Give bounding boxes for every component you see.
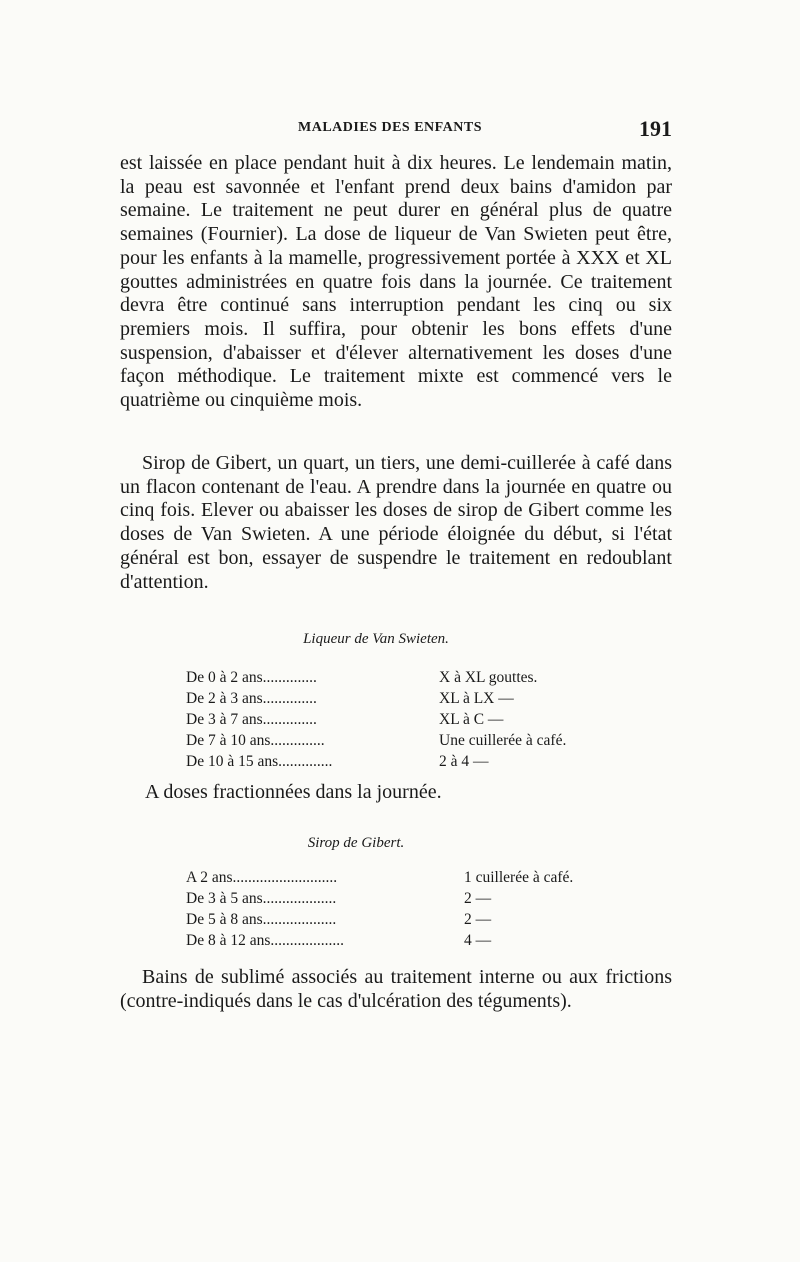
table-row xyxy=(186,667,626,688)
age-range: De 10 à 15 ans.............. xyxy=(186,753,333,770)
age-range: A 2 ans........................... xyxy=(186,869,338,886)
table-row xyxy=(186,709,626,730)
table-row xyxy=(186,688,626,709)
table-row xyxy=(186,751,626,772)
body-text-bottom xyxy=(120,966,672,1013)
body-text-gibert xyxy=(120,452,672,594)
table-title-sirop-gibert: Sirop de Gibert. xyxy=(307,835,405,851)
page-number: 191 xyxy=(639,116,672,141)
dosage-table-sirop-gibert xyxy=(186,867,626,951)
body-text-top xyxy=(120,152,672,413)
table-row xyxy=(186,930,626,951)
age-range: De 5 à 8 ans................... xyxy=(186,911,337,928)
paragraph-treatment: est laissée en place pendant huit à dix heures. Le lendemain matin, la peau est savonnée et l'enfant prend deux bains d'amidon par semaine. Le traitement ne peut durer en général plus de quatre semaines (Fournier). La dose de liqueur de Van Swieten peut être, pour les enfants à la mamelle, progressivement portée à XXX et XL gouttes administrées en quatre fois dans la journée. Ce traitement devra être continué sans interruption pendant les cinq ou six premiers mois. Il suffira, pour obtenir les bons effets d'une suspension, d'abaisser et d'élever alternativement les doses d'une façon méthodique. Le traitement mixte est commencé vers le quatrième ou cinquième mois. xyxy=(120,152,672,412)
age-range: De 0 à 2 ans.............. xyxy=(186,669,317,686)
age-range: De 3 à 7 ans.............. xyxy=(186,711,317,728)
paragraph-sirop-gibert: Sirop de Gibert, un quart, un tiers, une demi-cuillerée à café dans un flacon contenant de l'eau. A prendre dans la journée en quatre ou cinq fois. Elever ou abaisser les doses de sirop de Gibert comme les doses de Van Swieten. A une période éloignée du début, si l'état général est bon, essayer de suspendre le traitement en redoublant d'attention. xyxy=(120,452,672,593)
dosage-table-van-swieten xyxy=(186,667,626,772)
age-range: De 8 à 12 ans................... xyxy=(186,932,344,949)
dose: 2 — xyxy=(464,890,492,907)
dose: XL à LX — xyxy=(439,690,514,707)
table-row xyxy=(186,730,626,751)
table-row xyxy=(186,867,626,888)
dose: 2 à 4 — xyxy=(439,753,489,770)
dose: 2 — xyxy=(464,911,492,928)
dose: 1 cuillerée à café. xyxy=(464,869,574,886)
table-row xyxy=(186,909,626,930)
dose: 4 — xyxy=(464,932,492,949)
dosing-note: A doses fractionnées dans la journée. xyxy=(145,781,442,803)
running-title: MALADIES DES ENFANTS xyxy=(298,120,482,135)
dose: XL à C — xyxy=(439,711,504,728)
page-header xyxy=(120,116,672,142)
age-range: De 7 à 10 ans.............. xyxy=(186,732,325,749)
table-row xyxy=(186,888,626,909)
age-range: De 3 à 5 ans................... xyxy=(186,890,337,907)
dose: Une cuillerée à café. xyxy=(439,732,567,749)
age-range: De 2 à 3 ans.............. xyxy=(186,690,317,707)
dose: X à XL gouttes. xyxy=(439,669,538,686)
paragraph-bains: Bains de sublimé associés au traitement interne ou aux frictions (contre-indiqués dans le cas d'ulcération des téguments). xyxy=(120,966,672,1012)
table-title-van-swieten: Liqueur de Van Swieten. xyxy=(303,631,449,647)
